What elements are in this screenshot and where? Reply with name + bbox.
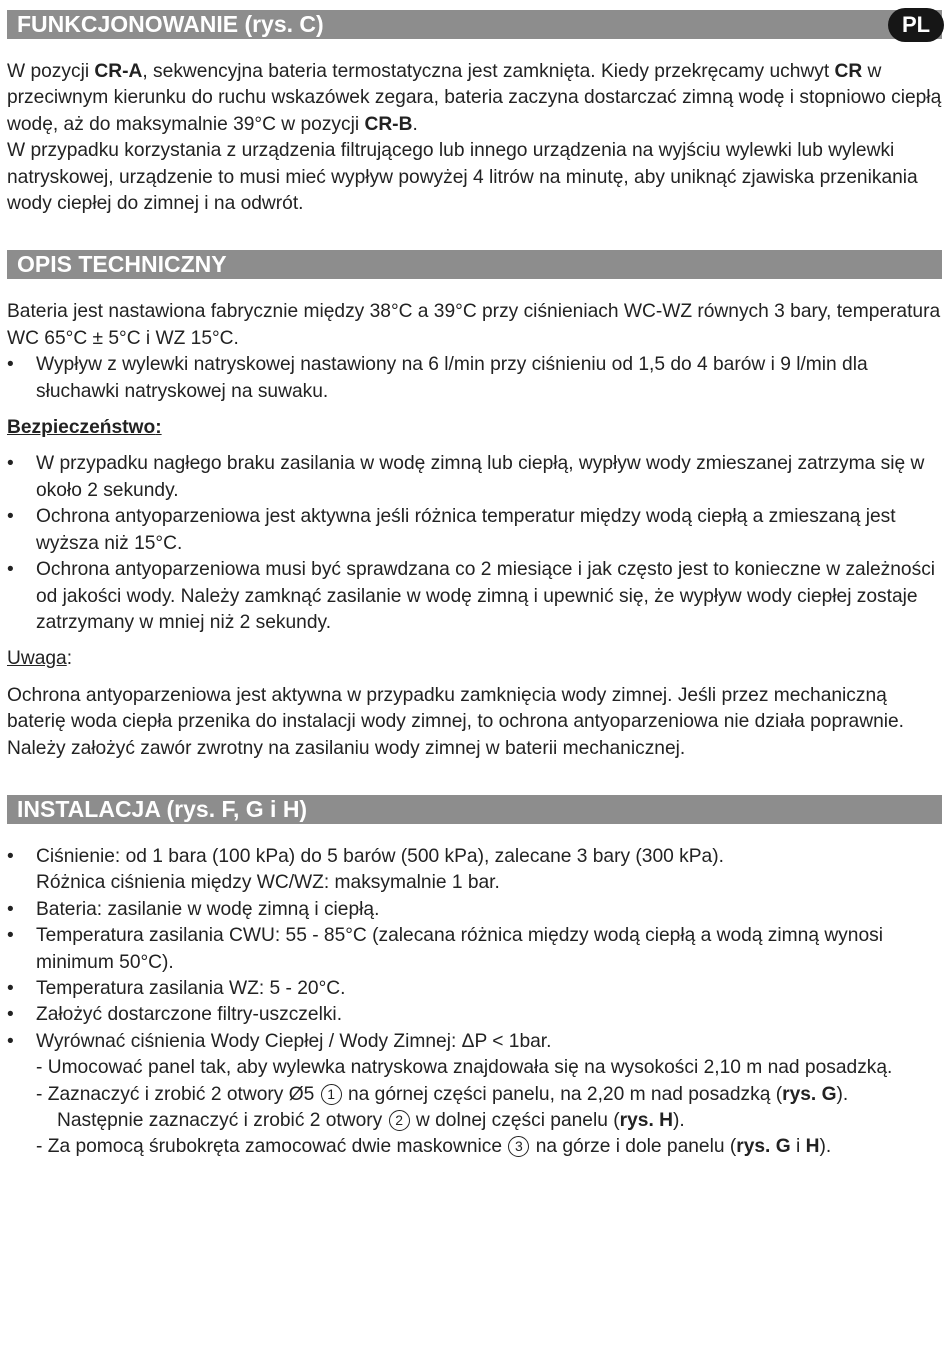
list-item: • Ciśnienie: od 1 bara (100 kPa) do 5 barów (500 kPa), zalecane 3 bary (300 kPa). Różnica ciśnienia między WC/WZ: maksymalnie 1 bar. — [7, 844, 942, 897]
number-3-circle: 3 — [508, 1136, 529, 1157]
section-header-instalacja — [7, 795, 942, 824]
list-item: • Wypływ z wylewki natryskowej nastawiony na 6 l/min przy ciśnieniu od 1,5 do 4 barów i 9 l/min dla słuchawki natryskowej na suwaku. — [7, 352, 942, 405]
section-title: FUNKCJONOWANIE (rys. C) — [17, 11, 324, 37]
list-item: • Ochrona antyoparzeniowa musi być sprawdzana co 2 miesiące i jak często jest to konieczne w zależności od jakości wody. Należy zamknąć zasilanie w wodę zimną i upewnić się, że wypływ wody ciepłej zostaje zatrzymany w mniej niż 2 sekundy. — [7, 557, 942, 636]
section-title: OPIS TECHNICZNY — [17, 251, 227, 278]
list-item: • Temperatura zasilania WZ: 5 - 20°C. — [7, 976, 942, 1002]
list-item: • Temperatura zasilania CWU: 55 - 85°C (zalecana różnica między wodą ciepłą a wodą zimną wynosi minimum 50°C). — [7, 923, 942, 976]
section-header-opis — [7, 250, 942, 279]
flow-list — [7, 352, 942, 405]
safety-heading: Bezpieczeństwo: — [7, 417, 162, 439]
step-mount-panel: - Umocować panel tak, aby wylewka natryskowa znajdowała się na wysokości 2,10 m nad posadzką. — [36, 1057, 893, 1079]
safety-list — [7, 451, 942, 636]
paragraph-filter-note: W przypadku korzystania z urządzenia filtrującego lub innego urządzenia na wyjściu wylewki lub wylewki natryskowej, urządzenie to musi mieć wypływ powyżej 4 litrów na minutę, aby uniknąć zjawiska przenikania wody ciepłej do zimnej i na odwrót. — [7, 140, 918, 215]
list-item: • Założyć dostarczone filtry-uszczelki. — [7, 1002, 942, 1028]
list-item: • W przypadku nagłego braku zasilania w wodę zimną lub ciepłą, wypływ wody zmieszanej zatrzyma się w około 2 sekundy. — [7, 451, 942, 504]
section-title: INSTALACJA (rys. F, G i H) — [17, 795, 308, 822]
number-1-circle: 1 — [321, 1084, 342, 1105]
language-badge: PL — [888, 8, 944, 42]
step-drill-top: - Zaznaczyć i zrobić 2 otwory Ø5 1 na górnej części panelu, na 2,20 m nad posadzką (rys. G). — [36, 1083, 849, 1105]
step-covers: - Za pomocą śrubokręta zamocować dwie maskownice 3 na górze i dole panelu (rys. G i H). — [36, 1136, 832, 1158]
paragraph-factory-settings: Bateria jest nastawiona fabrycznie między 38°C a 39°C przy ciśnieniach WC-WZ równych 3 bary, temperatura WC 65°C ± 5°C i WZ 15°C. — [7, 301, 941, 349]
paragraph-note: Ochrona antyoparzeniowa jest aktywna w przypadku zamknięcia wody zimnej. Jeśli przez mechaniczną baterię woda ciepła przenika do instalacji wody zimnej, to ochrona antyoparzeniowa nie działa poprawnie. Należy założyć zawór zwrotny na zasilaniu wody zimnej w baterii mechanicznej. — [7, 684, 905, 759]
number-2-circle: 2 — [389, 1110, 410, 1131]
document-page — [7, 10, 942, 1161]
note-heading: Uwaga: — [7, 648, 73, 670]
list-item: • Wyrównać ciśnienia Wody Ciepłej / Wody Zimnej: ΔP < 1bar. — [7, 1029, 942, 1055]
list-item: • Bateria: zasilanie w wodę zimną i ciepłą. — [7, 897, 942, 923]
installation-list — [7, 844, 942, 1055]
step-drill-bottom: Następnie zaznaczyć i zrobić 2 otwory 2 w dolnej części panelu (rys. H). — [57, 1110, 685, 1131]
section-header-funkcjonowanie — [7, 10, 942, 39]
list-item: • Ochrona antyoparzeniowa jest aktywna jeśli różnica temperatur między wodą ciepłą a zmieszaną jest wyższa niż 15°C. — [7, 504, 942, 557]
paragraph-operation: W pozycji CR-A, sekwencyjna bateria termostatyczna jest zamknięta. Kiedy przekręcamy uchwyt CR w przeciwnym kierunku do ruchu wskazówek zegara, bateria zaczyna dostarczać zimną wodę i stopniowo ciepłą wodę, aż do maksymalnie 39°C w pozycji CR-B. — [7, 61, 942, 135]
